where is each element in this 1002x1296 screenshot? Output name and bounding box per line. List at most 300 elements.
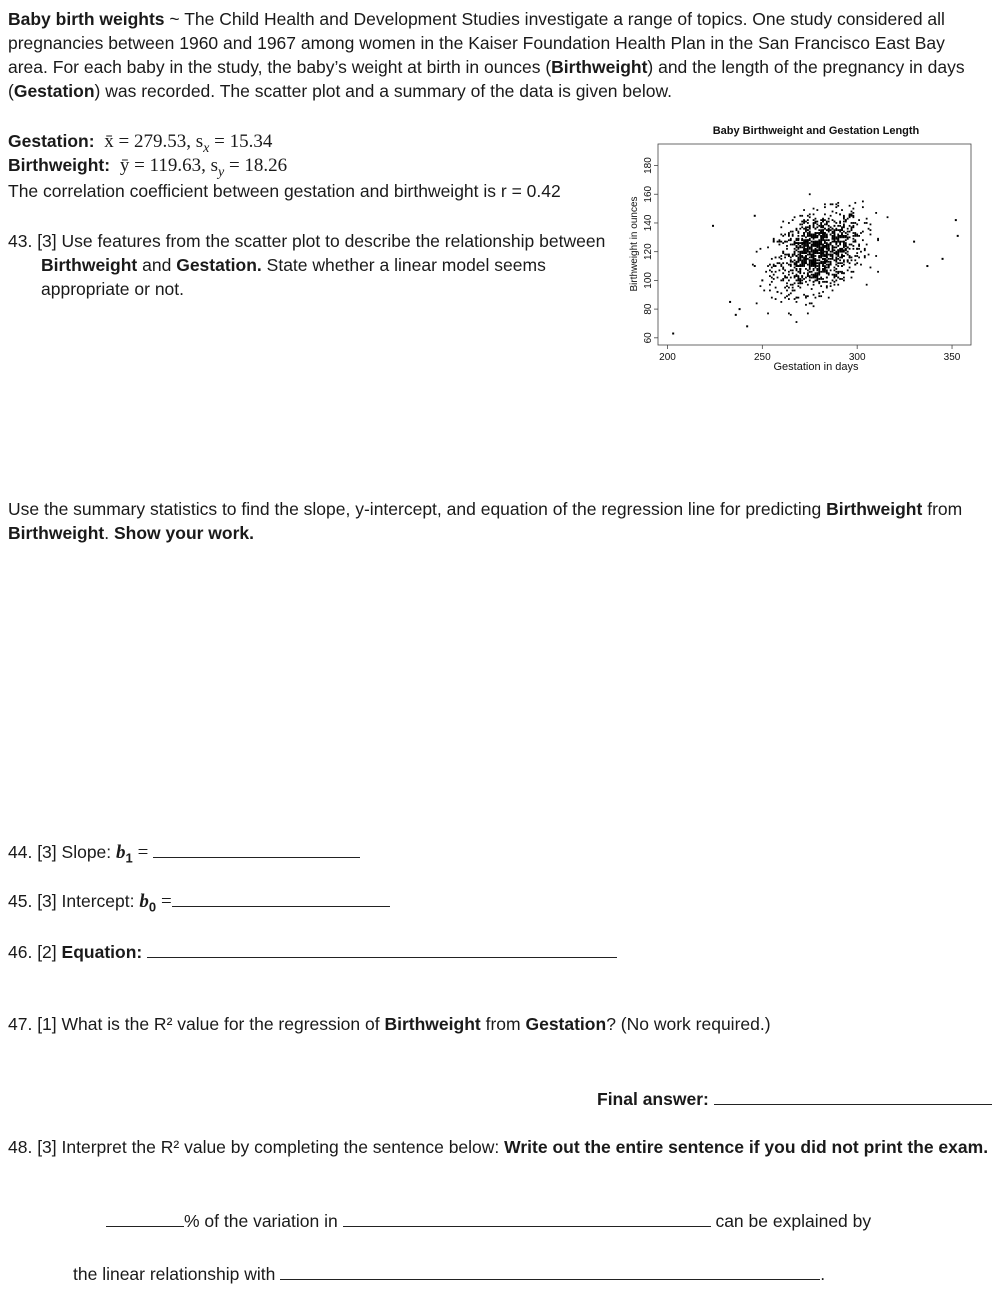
data-point [822,254,824,256]
data-point [835,203,837,205]
data-point [822,291,824,293]
data-point [813,261,815,263]
data-point [796,242,798,244]
data-point [877,271,879,273]
data-point [852,216,854,218]
data-point [811,262,813,264]
data-point [788,279,790,281]
r-squared-answer-blank[interactable] [714,1086,992,1105]
data-point [818,252,820,254]
data-point [794,277,796,279]
data-point [832,203,834,205]
outlier-point [754,215,756,217]
data-point [773,241,775,243]
data-point [809,216,811,218]
x-tick-label: 300 [848,352,866,363]
data-point [792,234,794,236]
data-point [815,272,817,274]
data-point [803,228,805,230]
sentence-line-2: the linear relationship with . [73,1261,825,1286]
data-point [837,254,839,256]
data-point [830,251,832,253]
data-point [856,255,858,257]
data-point [786,245,788,247]
data-point [773,264,775,266]
data-point [847,228,849,230]
data-point [816,224,818,226]
data-point [837,265,839,267]
data-point [824,224,826,226]
data-point [794,282,796,284]
data-point [784,287,786,289]
data-point [854,241,856,243]
data-point [849,248,851,250]
data-point [822,278,824,280]
data-point [788,264,790,266]
data-point [771,271,773,273]
data-point [852,238,854,240]
data-point [777,241,779,243]
data-point [794,248,796,250]
data-point [801,246,803,248]
data-point [820,251,822,253]
data-point [807,226,809,228]
data-point [807,258,809,260]
slope-answer-blank[interactable] [153,839,360,858]
data-points [672,193,959,334]
data-point [799,228,801,230]
data-point [809,257,811,259]
data-point [837,235,839,237]
y-tick-label: 180 [643,157,654,174]
data-point [805,249,807,251]
intro-text-3: ) was recorded. The scatter plot and a summary of the data is given below. [94,81,673,101]
data-point [849,205,851,207]
data-point [815,297,817,299]
data-point [809,238,811,240]
data-point [841,209,843,211]
data-point [828,267,830,269]
data-point [818,281,820,283]
equation-answer-blank[interactable] [147,939,617,958]
data-point [790,292,792,294]
data-point [773,278,775,280]
data-point [824,232,826,234]
data-point [870,229,872,231]
data-point [849,255,851,257]
chart-title: Baby Birthweight and Gestation Length [712,125,920,137]
y-tick-label: 80 [643,303,654,315]
data-point [826,277,828,279]
data-point [803,251,805,253]
outlier-point [739,308,741,310]
data-point [852,248,854,250]
data-point [797,258,799,260]
data-point [828,254,830,256]
data-point [835,246,837,248]
data-point [805,277,807,279]
data-point [816,262,818,264]
data-point [809,246,811,248]
explanatory-variable-blank[interactable] [280,1261,820,1280]
data-point [852,222,854,224]
data-point [807,219,809,221]
data-point [847,254,849,256]
data-point [828,272,830,274]
data-point [813,275,815,277]
data-point [847,234,849,236]
data-point [805,236,807,238]
data-point [794,290,796,292]
data-point [835,244,837,246]
data-point [820,277,822,279]
data-point [828,239,830,241]
data-point [843,277,845,279]
data-point [849,216,851,218]
data-point [786,285,788,287]
data-point [822,265,824,267]
data-point [813,249,815,251]
data-point [796,321,798,323]
data-point [870,267,872,269]
data-point [788,254,790,256]
data-point [796,262,798,264]
data-point [796,255,798,257]
data-point [839,262,841,264]
data-point [805,268,807,270]
data-point [843,231,845,233]
data-point [851,211,853,213]
data-point [788,271,790,273]
data-point [805,255,807,257]
y-tick-label: 160 [643,185,654,203]
data-point [790,239,792,241]
data-point [839,257,841,259]
data-point [813,226,815,228]
data-point [792,290,794,292]
data-point [834,249,836,251]
data-point [811,302,813,304]
data-point [824,281,826,283]
show-work-instruction: Show your work. [114,523,255,543]
data-point [797,231,799,233]
data-point [852,241,854,243]
data-point [769,290,771,292]
data-point [851,215,853,217]
data-point [775,257,777,259]
data-point [803,248,805,250]
data-point [826,229,828,231]
sentence-line-1: % of the variation in can be explained by [106,1208,871,1233]
data-point [835,206,837,208]
data-point [824,219,826,221]
data-point [775,265,777,267]
data-point [790,314,792,316]
data-point [803,234,805,236]
data-point [830,203,832,205]
data-point [797,265,799,267]
data-point [779,244,781,246]
data-point [820,226,822,228]
data-point [807,284,809,286]
data-point [866,284,868,286]
data-point [815,258,817,260]
x-tick-label: 350 [943,352,961,363]
data-point [830,242,832,244]
data-point [801,279,803,281]
data-point [870,234,872,236]
data-point [866,222,868,224]
data-point [851,259,853,261]
data-point [832,279,834,281]
data-point [847,259,849,261]
data-point [756,251,758,253]
data-point [851,222,853,224]
data-point [852,225,854,227]
data-point [820,271,822,273]
data-point [807,295,809,297]
data-point [856,252,858,254]
data-point [809,279,811,281]
data-point [824,265,826,267]
data-point [818,257,820,259]
data-point [820,285,822,287]
data-point [782,221,784,223]
data-point [796,269,798,271]
data-point [780,301,782,303]
data-point [834,225,836,227]
outlier-point [712,225,714,227]
outlier-point [942,258,944,260]
data-point [851,257,853,259]
data-point [794,298,796,300]
data-point [799,259,801,261]
data-point [820,232,822,234]
data-point [822,262,824,264]
data-point [769,269,771,271]
data-point [822,238,824,240]
data-point [801,265,803,267]
data-point [811,244,813,246]
data-point [784,241,786,243]
data-point [797,235,799,237]
data-point [799,242,801,244]
data-point [826,242,828,244]
data-point [830,264,832,266]
data-point [786,241,788,243]
data-point [779,269,781,271]
data-point [792,272,794,274]
data-point [773,274,775,276]
data-point [818,271,820,273]
data-point [796,301,798,303]
data-point [813,245,815,247]
data-point [845,232,847,234]
data-point [809,259,811,261]
data-point [792,255,794,257]
data-point [862,201,864,203]
data-point [837,205,839,207]
data-point [828,261,830,263]
data-point [832,274,834,276]
data-point [775,298,777,300]
data-point [835,228,837,230]
y-tick-label: 140 [643,214,654,232]
data-point [839,271,841,273]
data-point [797,271,799,273]
data-point [824,203,826,205]
data-point [805,304,807,306]
data-point [809,232,811,234]
data-point [792,269,794,271]
data-point [784,234,786,236]
data-point [851,271,853,273]
data-point [851,244,853,246]
data-point [841,229,843,231]
data-point [843,264,845,266]
data-point [788,294,790,296]
data-point [841,226,843,228]
data-point [826,236,828,238]
data-point [786,262,788,264]
outlier-point [735,314,737,316]
percent-blank[interactable] [106,1208,184,1227]
data-point [832,241,834,243]
data-point [841,248,843,250]
data-point [816,236,818,238]
data-point [875,212,877,214]
data-point [809,275,811,277]
data-point [818,244,820,246]
data-point [828,225,830,227]
data-point [796,249,798,251]
data-point [803,222,805,224]
data-point [828,221,830,223]
data-point [856,262,858,264]
data-point [837,258,839,260]
data-point [843,216,845,218]
variation-variable-blank[interactable] [343,1208,711,1227]
data-point [826,281,828,283]
data-point [820,235,822,237]
data-point [811,259,813,261]
data-point [843,244,845,246]
data-point [847,231,849,233]
data-point [852,232,854,234]
data-point [782,272,784,274]
intercept-answer-blank[interactable] [172,888,390,907]
data-point [779,241,781,243]
data-point [788,239,790,241]
data-point [826,234,828,236]
data-point [815,251,817,253]
data-point [794,252,796,254]
y-axis-label: Birthweight in ounces [629,196,640,292]
data-point [815,236,817,238]
data-point [822,221,824,223]
data-point [811,255,813,257]
data-point [830,258,832,260]
data-point [834,259,836,261]
data-point [784,297,786,299]
data-point [815,234,817,236]
data-point [811,271,813,273]
data-point [834,284,836,286]
question-45: 45. [3] Intercept: $b_0$ = [8,888,390,920]
data-point [837,245,839,247]
data-point [801,239,803,241]
data-point [799,272,801,274]
data-point [811,288,813,290]
data-point [822,281,824,283]
data-point [824,251,826,253]
data-point [843,279,845,281]
data-point [782,262,784,264]
data-point [875,255,877,257]
data-point [807,215,809,217]
data-point [832,228,834,230]
data-point [818,249,820,251]
data-point [796,275,798,277]
data-point [834,277,836,279]
data-point [841,255,843,257]
data-point [824,269,826,271]
data-point [832,254,834,256]
data-point [818,268,820,270]
data-point [815,241,817,243]
data-point [820,246,822,248]
data-point [818,241,820,243]
data-point [792,219,794,221]
data-point [826,269,828,271]
data-point [839,222,841,224]
data-point [792,231,794,233]
data-point [813,294,815,296]
data-point [805,297,807,299]
data-point [854,259,856,261]
data-point [794,267,796,269]
data-point [818,262,820,264]
intro-birthweight: Birthweight [551,57,648,77]
data-point [801,259,803,261]
data-point [771,297,773,299]
data-point [815,221,817,223]
data-point [849,244,851,246]
data-point [862,231,864,233]
data-point [794,259,796,261]
data-point [822,269,824,271]
data-point [832,290,834,292]
data-point [799,215,801,217]
data-point [799,246,801,248]
y-tick-label: 100 [643,272,654,289]
plot-frame [658,144,971,345]
data-point [799,281,801,283]
data-point [786,248,788,250]
data-point [767,313,769,315]
data-point [807,251,809,253]
data-point [780,292,782,294]
data-point [809,225,811,227]
data-point [809,193,811,195]
data-point [807,234,809,236]
data-point [816,277,818,279]
data-point [860,232,862,234]
data-point [796,279,798,281]
data-point [834,281,836,283]
data-point [828,297,830,299]
intro-text-2: ) and the length of the pregnancy in days ( [8,57,965,101]
